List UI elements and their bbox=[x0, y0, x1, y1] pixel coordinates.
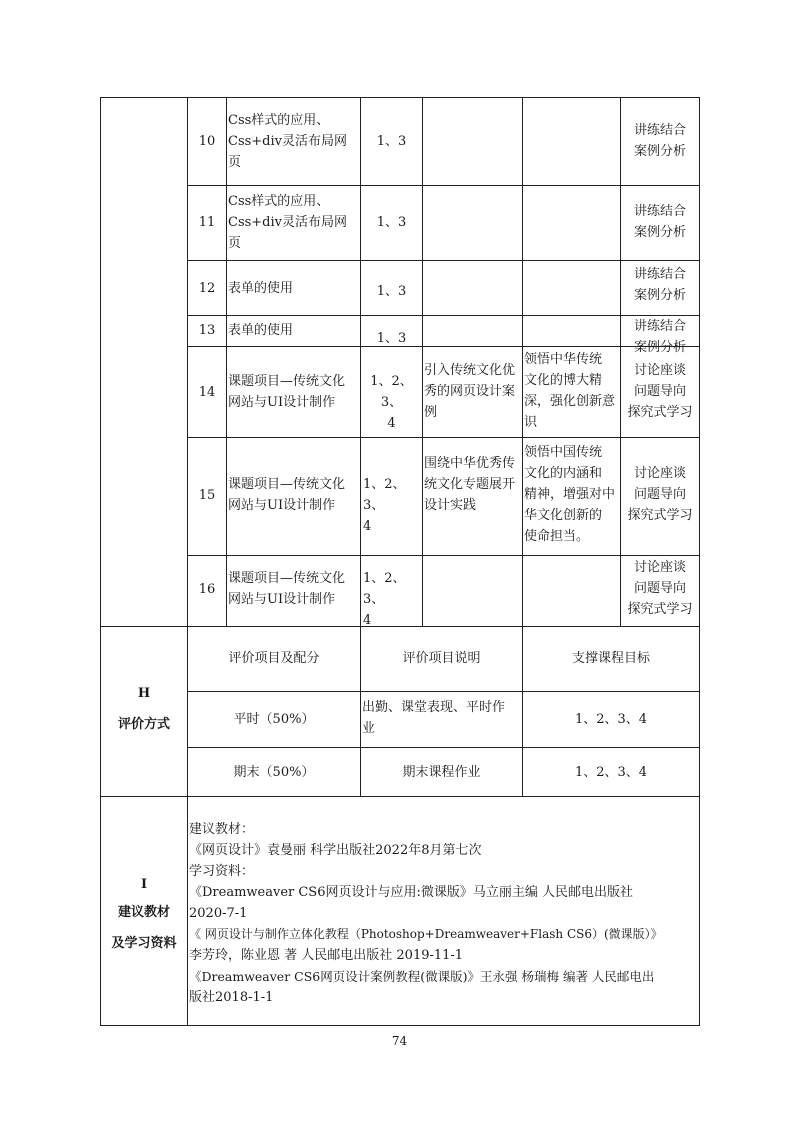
row-ideology: 围绕中华优秀传 统文化专题展开 设计实践 bbox=[424, 456, 516, 513]
section-title: 及学习资料 bbox=[111, 936, 177, 951]
row-goals: 1、2、3、 4 bbox=[370, 374, 413, 431]
row-number: 10 bbox=[198, 134, 216, 149]
section-title: 评价方式 bbox=[117, 717, 170, 732]
row-method: 讨论座谈 问题导向 探究式学习 bbox=[627, 363, 693, 420]
material-line: 学习资料： bbox=[189, 864, 255, 879]
eval-item: 平时（50%） bbox=[233, 712, 315, 727]
section-letter: I bbox=[140, 877, 148, 892]
row-content: 表单的使用 bbox=[228, 323, 294, 338]
eval-desc: 出勤、课堂表现、平时作 业 bbox=[362, 700, 506, 736]
material-line: 李芳玲，陈业恩 著 人民邮电出版社 2019-11-1 bbox=[189, 948, 464, 963]
row-content: Css样式的应用、 Css+div灵活布局网 页 bbox=[228, 194, 348, 251]
row-number: 14 bbox=[198, 385, 216, 400]
material-line: 建议教材： bbox=[189, 822, 255, 837]
eval-header-desc: 评价项目说明 bbox=[402, 651, 481, 666]
eval-header-item: 评价项目及配分 bbox=[228, 651, 320, 666]
row-method: 讲练结合 案例分析 bbox=[633, 123, 686, 159]
row-values: 领悟中国传统 文化的内涵和 精神，增强对中 华文化创新的 使命担当。 bbox=[524, 445, 616, 544]
row-goals: 1、3 bbox=[376, 284, 407, 299]
row-ideology: 引入传统文化优 秀的网页设计案 例 bbox=[424, 363, 516, 420]
row-goals: 1、3 bbox=[376, 331, 407, 346]
row-goals: 1、3 bbox=[376, 134, 407, 149]
row-number: 16 bbox=[198, 582, 216, 597]
row-method: 讲练结合 案例分析 bbox=[633, 204, 686, 240]
eval-goal: 1、2、3、4 bbox=[574, 712, 648, 727]
eval-goal: 1、2、3、4 bbox=[574, 765, 648, 780]
eval-header-goal: 支撑课程目标 bbox=[571, 651, 650, 666]
row-goals: 1、2、3、 4 bbox=[363, 571, 406, 628]
row-number: 15 bbox=[198, 488, 216, 503]
row-method: 讲练结合 案例分析 bbox=[633, 267, 686, 303]
material-line: 《 网页设计与制作立体化教程（Photoshop+Dreamweaver+Flash CS6）(微课版）》 bbox=[189, 927, 663, 941]
row-goals: 1、2、3、 4 bbox=[363, 477, 406, 534]
row-content: 课题项目—传统文化 网站与UI设计制作 bbox=[228, 477, 346, 513]
row-content: Css样式的应用、 Css+div灵活布局网 页 bbox=[228, 113, 348, 170]
material-line: 《Dreamweaver CS6网页设计案例教程(微课版)》王永强 杨瑞梅 编著 人民邮电出 bbox=[189, 969, 655, 984]
row-values: 领悟中华传统 文化的博大精 深，强化创新意 识 bbox=[524, 352, 616, 430]
eval-item: 期末（50%） bbox=[233, 765, 315, 780]
row-content: 表单的使用 bbox=[228, 281, 294, 296]
row-number: 12 bbox=[198, 281, 216, 296]
eval-desc: 期末课程作业 bbox=[402, 765, 481, 780]
material-line: 《网页设计》袁曼丽 科学出版社2022年8月第七次 bbox=[189, 843, 482, 858]
section-letter: H bbox=[137, 686, 151, 701]
material-line: 2020-7-1 bbox=[189, 906, 248, 921]
row-goals: 1、3 bbox=[376, 215, 407, 230]
material-line: 版社2018-1-1 bbox=[189, 990, 274, 1005]
page-number: 74 bbox=[391, 1034, 408, 1048]
row-method: 讲练结合 案例分析 bbox=[633, 319, 686, 355]
row-number: 13 bbox=[198, 323, 216, 338]
row-method: 讨论座谈 问题导向 探究式学习 bbox=[627, 560, 693, 617]
section-title: 建议教材 bbox=[117, 905, 170, 920]
row-content: 课题项目—传统文化 网站与UI设计制作 bbox=[228, 571, 346, 607]
material-line: 《Dreamweaver CS6网页设计与应用:微课版》马立丽主编 人民邮电出版社 bbox=[189, 885, 633, 900]
row-method: 讨论座谈 问题导向 探究式学习 bbox=[627, 466, 693, 523]
row-number: 11 bbox=[198, 215, 216, 230]
row-content: 课题项目—传统文化 网站与UI设计制作 bbox=[228, 374, 346, 410]
